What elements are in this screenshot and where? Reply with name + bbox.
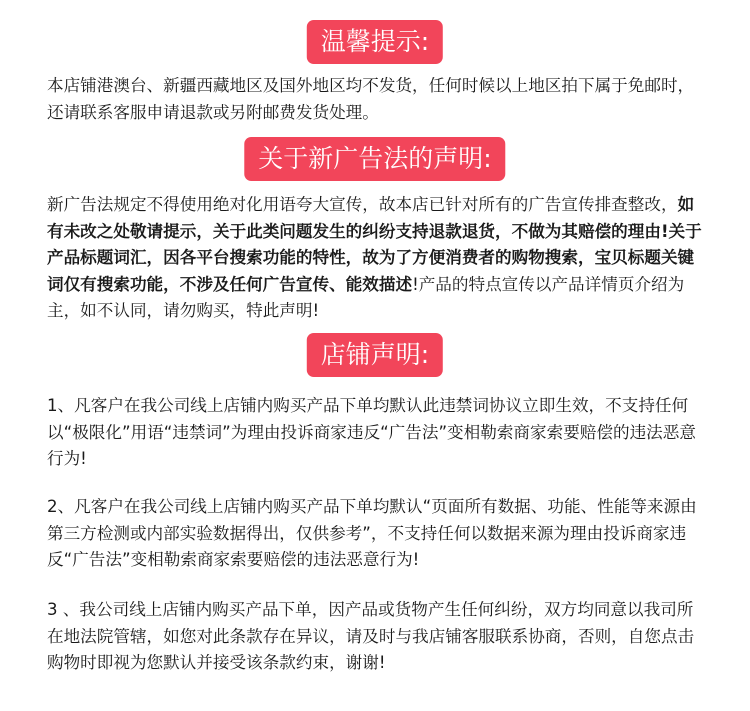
notice-banner: 温馨提示: bbox=[307, 20, 443, 64]
store-statement-banner: 店铺声明: bbox=[307, 333, 443, 377]
ad-law-text-bold: 如有未改之处敬请提示，关于此类问题发生的纠纷支持退款退货，不做为其赔偿的理由!关于产品标题词汇，因各平台搜索功能的特性，故为了方便消费者的购物搜索，宝贝标题关键词仅有搜索功能，不涉及任何广告宣传、能效描述 bbox=[47, 195, 702, 294]
ad-law-banner: 关于新广告法的声明: bbox=[244, 137, 505, 181]
shipping-notice-text: 本店铺港澳台、新疆西藏地区及国外地区均不发货，任何时候以上地区拍下属于免邮时，还请联系客服申请退款或另附邮费发货处理。 bbox=[47, 76, 695, 122]
ad-law-text bbox=[47, 192, 709, 325]
ad-law-text-part3: !产品的特点宣传以产品详情页介绍为主，如不认同，请勿购买，特此声明! bbox=[47, 274, 685, 320]
ad-law-text-part1: 新广告法规定不得使用绝对化用语夸大宣传，故本店已针对所有的广告宣传排查整改， bbox=[47, 195, 678, 214]
statement-item-2: 2、凡客户在我公司线上店铺内购买产品下单均默认“页面所有数据、功能、性能等来源由第三方检测或内部实验数据得出，仅供参考”，不支持任何以数据来源为理由投诉商家违反“广告法”变相勒索商家索要赔偿的违法恶意行为! bbox=[47, 497, 697, 569]
statement-item-1: 1、凡客户在我公司线上店铺内购买产品下单均默认此违禁词协议立即生效，不支持任何以“极限化”用语“违禁词”为理由投诉商家违反“广告法”变相勒索商家索要赔偿的违法恶意行为! bbox=[47, 396, 696, 468]
statement-item-3: 3 、我公司线上店铺内购买产品下单，因产品或货物产生任何纠纷，双方均同意以我司所在地法院管辖，如您对此条款存在异议，请及时与我店铺客服联系协商，否则，自您点击购物时即视为您默认并接受该条款约束，谢谢! bbox=[47, 600, 695, 672]
